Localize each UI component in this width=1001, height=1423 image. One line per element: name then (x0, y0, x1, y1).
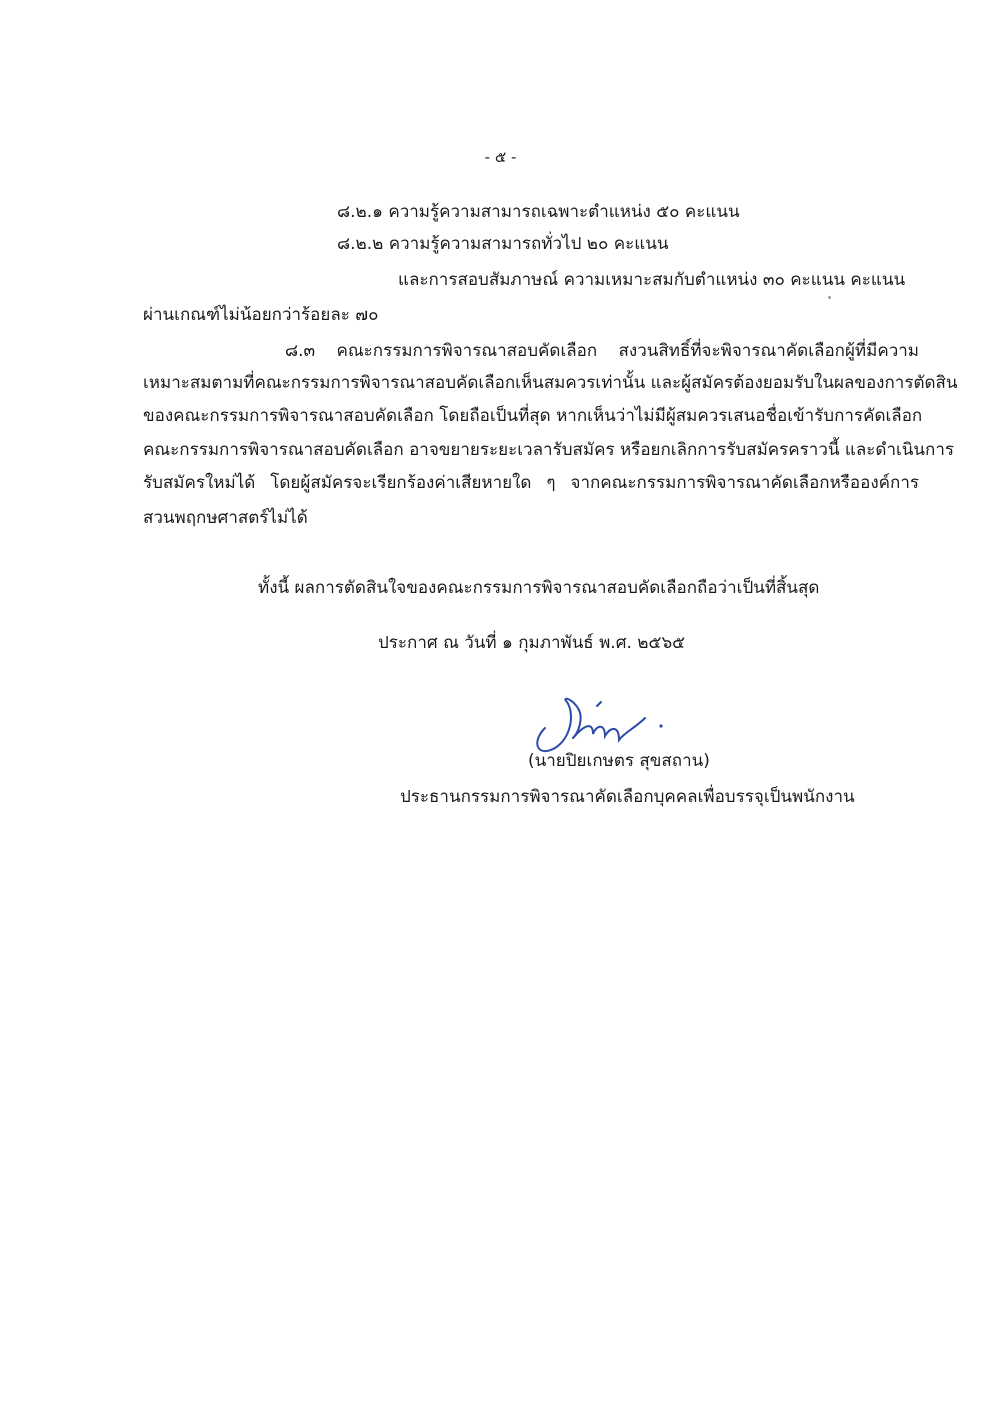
paragraph-8-3-line-2: เหมาะสมตามที่คณะกรรมการพิจารณาสอบคัดเลือกเห็นสมควรเท่านั้น และผู้สมัครต้องยอมรับในผลของการตัดสิน (143, 373, 958, 393)
paragraph-8-3-line-6: สวนพฤกษศาสตร์ไม่ได้ (143, 508, 308, 528)
final-decision-statement: ทั้งนี้ ผลการตัดสินใจของคณะกรรมการพิจารณาสอบคัดเลือกถือว่าเป็นที่สิ้นสุด (258, 578, 820, 598)
scan-speck (828, 296, 831, 299)
paragraph-8-3-line-3: ของคณะกรรมการพิจารณาสอบคัดเลือก โดยถือเป็นที่สุด หากเห็นว่าไม่มีผู้สมควรเสนอชื่อเข้ารับการคัดเลือก (143, 406, 923, 426)
item-8-2-2: ๘.๒.๒ ความรู้ความสามารถทั่วไป ๒๐ คะแนน (337, 234, 669, 254)
interview-line: และการสอบสัมภาษณ์ ความเหมาะสมกับตำแหน่ง ๓๐ คะแนน คะแนน (398, 270, 906, 290)
paragraph-8-3-line-1: ๘.๓ คณะกรรมการพิจารณาสอบคัดเลือก สงวนสิทธิ์ที่จะพิจารณาคัดเลือกผู้ที่มีความ (285, 341, 919, 361)
announcement-date: ประกาศ ณ วันที่ ๑ กุมภาพันธ์ พ.ศ. ๒๕๖๕ (378, 633, 686, 653)
signatory-name: (นายปิยเกษตร สุขสถาน) (528, 751, 710, 771)
pass-criteria-line: ผ่านเกณฑ์ไม่น้อยกว่าร้อยละ ๗๐ (143, 305, 379, 325)
paragraph-8-3-line-5: รับสมัครใหม่ได้ โดยผู้สมัครจะเรียกร้องค่าเสียหายใด ๆ จากคณะกรรมการพิจารณาคัดเลือกหรือองค์การ (143, 473, 919, 493)
page-number: - ๕ - (484, 148, 517, 166)
paragraph-8-3-line-4: คณะกรรมการพิจารณาสอบคัดเลือก อาจขยายระยะเวลารับสมัคร หรือยกเลิกการรับสมัครคราวนี้ และดำเนินการ (143, 440, 955, 460)
item-8-2-1: ๘.๒.๑ ความรู้ความสามารถเฉพาะตำแหน่ง ๕๐ คะแนน (337, 202, 740, 222)
signatory-title: ประธานกรรมการพิจารณาคัดเลือกบุคคลเพื่อบรรจุเป็นพนักงาน (400, 787, 855, 807)
